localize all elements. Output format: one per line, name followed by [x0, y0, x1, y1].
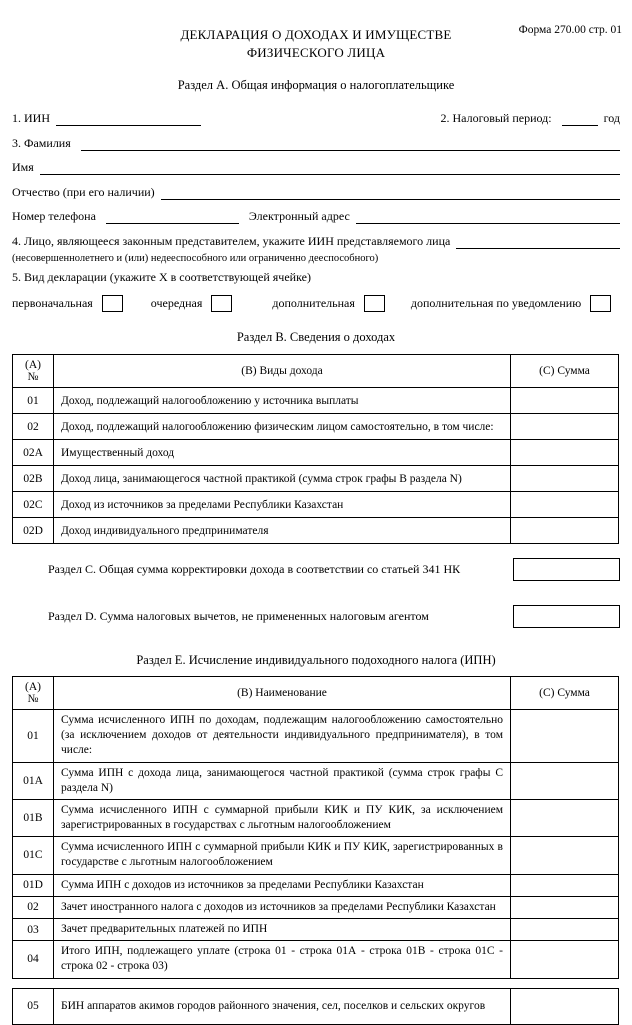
sum-cell[interactable]: [511, 710, 619, 763]
row-number: 05: [13, 988, 54, 1024]
phone-label: Номер телефона: [12, 209, 96, 224]
sum-cell[interactable]: [511, 799, 619, 836]
row-description: Доход из источников за пределами Республики Казахстан: [54, 492, 511, 518]
table-row: [13, 466, 619, 492]
row-number: 03: [13, 918, 54, 940]
ipn-table-header: [13, 677, 619, 710]
email-label: Электронный адрес: [248, 209, 350, 224]
row-iin-period: [12, 110, 620, 126]
col-b-header: (В) Виды дохода: [54, 355, 511, 388]
form-title-line1: ДЕКЛАРАЦИЯ О ДОХОДАХ И ИМУЩЕСТВЕ: [180, 27, 452, 42]
row-description: БИН аппаратов акимов городов районного значения, сел, поселков и сельских округов: [54, 988, 511, 1024]
section-c-row: [12, 558, 620, 581]
row-description: Итого ИПН, подлежащего уплате (строка 01 - строка 01А - строка 01В - строка 01С - строка 02 - строка 03): [54, 941, 511, 978]
tax-period-suffix: год: [603, 111, 620, 126]
col-a-header: (А) №: [13, 677, 54, 710]
checkbox-additional-label: дополнительная: [272, 296, 355, 311]
row-description: Сумма ИПН с дохода лица, занимающегося частной практикой (сумма строк графы С раздела N): [54, 762, 511, 799]
table-row: [13, 874, 619, 896]
row-representative: [12, 233, 620, 249]
row-description: Доход, подлежащий налогообложению физическим лицом самостоятельно, в том числе:: [54, 414, 511, 440]
table-row: [13, 414, 619, 440]
tax-period-field[interactable]: [562, 112, 598, 126]
declaration-type-regular: [151, 295, 233, 312]
row-number: 01C: [13, 837, 54, 874]
sum-cell[interactable]: [511, 466, 619, 492]
sum-cell[interactable]: [511, 837, 619, 874]
table-row: [13, 799, 619, 836]
checkbox-notification-label: дополнительная по уведомлению: [410, 296, 582, 311]
sum-cell[interactable]: [511, 518, 619, 544]
bin-table: [12, 988, 619, 1025]
row-number: 02: [13, 896, 54, 918]
section-d-sum-box[interactable]: [513, 605, 620, 628]
sum-cell[interactable]: [511, 388, 619, 414]
table-row: [13, 710, 619, 763]
row-number: 01: [13, 710, 54, 763]
declaration-type-initial: [12, 295, 123, 312]
section-e-heading: Раздел Е. Исчисление индивидуального подоходного налога (ИПН): [136, 653, 496, 668]
patronymic-label: Отчество (при его наличии): [12, 184, 155, 199]
sum-cell[interactable]: [511, 492, 619, 518]
table-row: [13, 492, 619, 518]
row-description: Зачет иностранного налога с доходов из источников за пределами Республики Казахстан: [54, 896, 511, 918]
sum-cell[interactable]: [511, 918, 619, 940]
row-description: Доход индивидуального предпринимателя: [54, 518, 511, 544]
row-number: 01B: [13, 799, 54, 836]
declaration-type-label: 5. Вид декларации (укажите X в соответствующей ячейке): [12, 270, 311, 285]
name-field[interactable]: [40, 161, 620, 175]
checkbox-regular[interactable]: [211, 295, 232, 312]
ipn-table: [12, 676, 619, 978]
patronymic-field[interactable]: [161, 186, 620, 200]
table-row: [13, 440, 619, 466]
form-title-line2: ФИЗИЧЕСКОГО ЛИЦА: [246, 44, 386, 60]
row-number: 02A: [13, 440, 54, 466]
section-c-heading: Раздел С. Общая сумма корректировки дохода в соответствии со статьей 341 НК: [48, 562, 461, 577]
sum-cell[interactable]: [511, 941, 619, 978]
income-table-header: [13, 355, 619, 388]
row-number: 02D: [13, 518, 54, 544]
declaration-type-row: [12, 295, 620, 312]
col-a-header: (А) №: [13, 355, 54, 388]
sum-cell[interactable]: [511, 896, 619, 918]
row-description: Сумма ИПН с доходов из источников за пределами Республики Казахстан: [54, 874, 511, 896]
income-table: [12, 354, 619, 544]
table-row: [13, 837, 619, 874]
representative-note: (несовершеннолетнего и (или) недееспособного или ограниченно дееспособного): [12, 253, 379, 265]
row-number: 01D: [13, 874, 54, 896]
iin-field[interactable]: [56, 112, 201, 126]
table-row: [13, 518, 619, 544]
table-row: [13, 388, 619, 414]
table-row: [13, 988, 619, 1024]
sum-cell[interactable]: [511, 440, 619, 466]
row-description: Доход, подлежащий налогообложению у источника выплаты: [54, 388, 511, 414]
col-c-header: (С) Сумма: [511, 677, 619, 710]
table-row: [13, 896, 619, 918]
row-number: 01A: [13, 762, 54, 799]
table-row: [13, 762, 619, 799]
sum-cell[interactable]: [511, 414, 619, 440]
name-label: Имя: [12, 160, 34, 175]
section-d-row: [12, 605, 620, 628]
row-description: Доход лица, занимающегося частной практикой (сумма строк графы В раздела N): [54, 466, 511, 492]
declaration-type-by-notification: [411, 295, 611, 312]
sum-cell[interactable]: [511, 988, 619, 1024]
row-description: Имущественный доход: [54, 440, 511, 466]
row-number: 01: [13, 388, 54, 414]
col-b-header: (В) Наименование: [54, 677, 511, 710]
row-number: 02: [13, 414, 54, 440]
row-number: 02C: [13, 492, 54, 518]
surname-label: 3. Фамилия: [12, 135, 71, 150]
section-d-heading: Раздел D. Сумма налоговых вычетов, не примененных налоговым агентом: [48, 609, 429, 624]
sum-cell[interactable]: [511, 762, 619, 799]
checkbox-notification[interactable]: [590, 295, 611, 312]
checkbox-regular-label: очередная: [150, 296, 203, 311]
iin-label: 1. ИИН: [12, 111, 50, 126]
tax-period-label: 2. Налоговый период:: [440, 111, 552, 126]
surname-field[interactable]: [81, 137, 620, 151]
row-phone-email: [12, 208, 620, 224]
representative-label: 4. Лицо, являющееся законным представителем, укажите ИИН представляемого лица: [12, 233, 451, 248]
row-number: 04: [13, 941, 54, 978]
sum-cell[interactable]: [511, 874, 619, 896]
table-row: [13, 941, 619, 978]
representative-iin-field[interactable]: [456, 235, 620, 249]
row-description: Сумма исчисленного ИПН по доходам, подлежащим налогообложению самостоятельно (за исключением доходов от деятельности индивидуального предпринимателя), в том числе:: [54, 710, 511, 763]
row-surname: [12, 135, 620, 151]
row-description: Сумма исчисленного ИПН с суммарной прибыли КИК и ПУ КИК, зарегистрированных в государстве с льготным налогообложением: [54, 837, 511, 874]
row-number: 02B: [13, 466, 54, 492]
email-field[interactable]: [356, 210, 620, 224]
section-c-sum-box[interactable]: [513, 558, 620, 581]
col-c-header: (С) Сумма: [511, 355, 619, 388]
section-a-heading: Раздел А. Общая информация о налогоплательщике: [177, 78, 455, 93]
row-description: Зачет предварительных платежей по ИПН: [54, 918, 511, 940]
checkbox-initial[interactable]: [102, 295, 123, 312]
checkbox-additional[interactable]: [364, 295, 385, 312]
form-number-label: Форма 270.00 стр. 01: [518, 24, 622, 36]
section-b-heading: Раздел В. Сведения о доходах: [236, 330, 396, 345]
declaration-type-additional: [272, 295, 385, 312]
row-name: [12, 159, 620, 175]
phone-field[interactable]: [106, 210, 239, 224]
row-patronymic: [12, 184, 620, 200]
row-description: Сумма исчисленного ИПН с суммарной прибыли КИК и ПУ КИК, за исключением зарегистрированных в государствах с льготным налогообложением: [54, 799, 511, 836]
checkbox-initial-label: первоначальная: [12, 296, 93, 311]
table-row: [13, 918, 619, 940]
